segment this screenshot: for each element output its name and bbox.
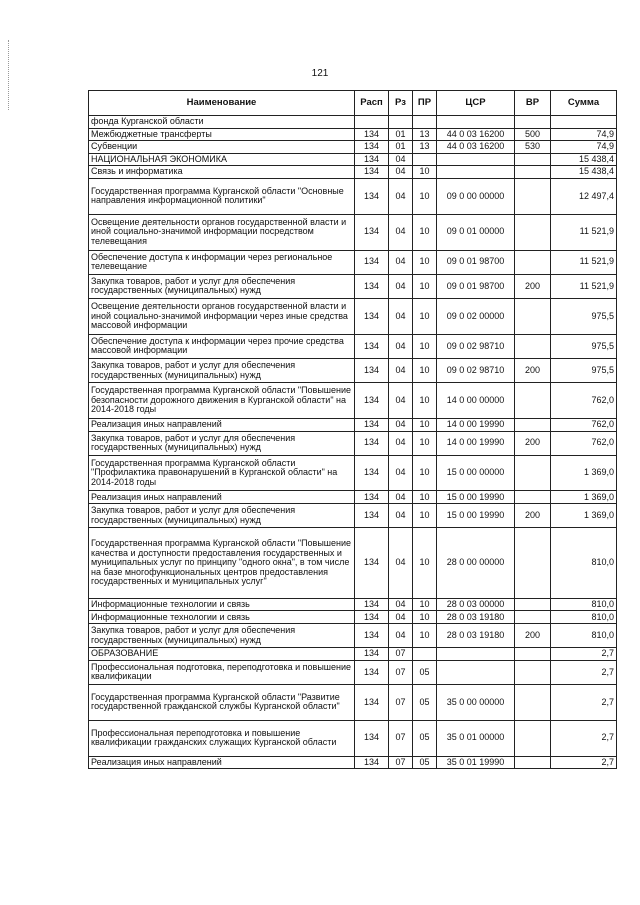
cell-summa: 810,0 <box>551 611 617 624</box>
cell-rz: 04 <box>389 358 413 382</box>
cell-pr: 10 <box>413 178 437 214</box>
cell-csr: 15 0 00 19990 <box>437 491 515 504</box>
table-row <box>89 624 617 648</box>
cell-pr: 05 <box>413 720 437 756</box>
cell-pr: 13 <box>413 141 437 154</box>
cell-summa: 810,0 <box>551 528 617 599</box>
table-row <box>89 116 617 129</box>
cell-vr: 200 <box>515 504 551 528</box>
cell-rz: 01 <box>389 128 413 141</box>
table-row <box>89 250 617 274</box>
cell-summa: 2,7 <box>551 685 617 721</box>
cell-csr <box>437 166 515 179</box>
cell-summa: 2,7 <box>551 648 617 661</box>
cell-vr <box>515 214 551 250</box>
cell-summa: 15 438,4 <box>551 166 617 179</box>
cell-vr <box>515 611 551 624</box>
cell-csr <box>437 660 515 684</box>
table-row <box>89 418 617 431</box>
cell-rasp: 134 <box>355 214 389 250</box>
cell-rasp: 134 <box>355 153 389 166</box>
cell-rz: 04 <box>389 491 413 504</box>
table-row <box>89 491 617 504</box>
cell-csr: 44 0 03 16200 <box>437 128 515 141</box>
cell-vr: 200 <box>515 358 551 382</box>
table-row <box>89 660 617 684</box>
cell-rasp: 134 <box>355 334 389 358</box>
cell-rasp: 134 <box>355 383 389 419</box>
header-vr: ВР <box>515 91 551 116</box>
cell-csr: 09 0 02 98710 <box>437 358 515 382</box>
cell-pr: 10 <box>413 528 437 599</box>
cell-summa: 11 521,9 <box>551 250 617 274</box>
cell-rasp: 134 <box>355 141 389 154</box>
cell-rasp: 134 <box>355 756 389 769</box>
cell-csr: 14 0 00 00000 <box>437 383 515 419</box>
cell-csr: 09 0 01 98700 <box>437 250 515 274</box>
cell-summa: 762,0 <box>551 431 617 455</box>
cell-csr: 14 0 00 19990 <box>437 431 515 455</box>
cell-name: Закупка товаров, работ и услуг для обеспечения государственных (муниципальных) нужд <box>89 358 355 382</box>
cell-rz: 04 <box>389 611 413 624</box>
cell-rasp: 134 <box>355 660 389 684</box>
cell-vr: 200 <box>515 624 551 648</box>
cell-name: Государственная программа Курганской области "Профилактика правонарушений в Курганской области" на 2014-2018 годы <box>89 455 355 491</box>
cell-rasp: 134 <box>355 528 389 599</box>
table-header-row <box>89 91 617 116</box>
cell-name: Связь и информатика <box>89 166 355 179</box>
cell-rasp: 134 <box>355 418 389 431</box>
table-row <box>89 274 617 298</box>
cell-vr <box>515 756 551 769</box>
table-row <box>89 648 617 661</box>
table-row <box>89 166 617 179</box>
table-row <box>89 178 617 214</box>
cell-rz: 04 <box>389 153 413 166</box>
cell-summa: 2,7 <box>551 756 617 769</box>
header-pr: ПР <box>413 91 437 116</box>
cell-name: Реализация иных направлений <box>89 756 355 769</box>
cell-name: Закупка товаров, работ и услуг для обеспечения государственных (муниципальных) нужд <box>89 624 355 648</box>
cell-name: Информационные технологии и связь <box>89 611 355 624</box>
cell-csr: 28 0 00 00000 <box>437 528 515 599</box>
cell-pr: 05 <box>413 660 437 684</box>
table-row <box>89 334 617 358</box>
cell-rasp: 134 <box>355 504 389 528</box>
cell-vr <box>515 491 551 504</box>
cell-name: Межбюджетные трансферты <box>89 128 355 141</box>
cell-name: Государственная программа Курганской области "Повышение качества и доступности предоставления государственных и муниципальных услуг по принципу "одного окна", в том числе на базе многофункциональных центров предоставления государственных и муниципальных услуг" <box>89 528 355 599</box>
cell-csr <box>437 116 515 129</box>
cell-rz: 04 <box>389 431 413 455</box>
cell-vr <box>515 178 551 214</box>
cell-vr <box>515 153 551 166</box>
cell-csr: 28 0 03 19180 <box>437 624 515 648</box>
header-summa: Сумма <box>551 91 617 116</box>
cell-vr <box>515 166 551 179</box>
table-row <box>89 720 617 756</box>
cell-rasp <box>355 116 389 129</box>
cell-summa: 810,0 <box>551 624 617 648</box>
cell-pr: 10 <box>413 504 437 528</box>
cell-name: Государственная программа Курганской области "Развитие государственной гражданской службы Курганской области" <box>89 685 355 721</box>
cell-name: Государственная программа Курганской области "Основные направления информационной политики" <box>89 178 355 214</box>
cell-rasp: 134 <box>355 598 389 611</box>
cell-rasp: 134 <box>355 250 389 274</box>
cell-rasp: 134 <box>355 720 389 756</box>
cell-rz: 04 <box>389 418 413 431</box>
cell-rz: 04 <box>389 166 413 179</box>
cell-name: Реализация иных направлений <box>89 418 355 431</box>
cell-pr: 05 <box>413 756 437 769</box>
cell-vr <box>515 685 551 721</box>
table-row <box>89 528 617 599</box>
cell-summa <box>551 116 617 129</box>
cell-summa: 11 521,9 <box>551 274 617 298</box>
cell-pr: 05 <box>413 685 437 721</box>
cell-vr <box>515 528 551 599</box>
cell-summa: 1 369,0 <box>551 455 617 491</box>
cell-rz: 04 <box>389 274 413 298</box>
cell-rasp: 134 <box>355 274 389 298</box>
cell-name: Реализация иных направлений <box>89 491 355 504</box>
cell-csr: 28 0 03 00000 <box>437 598 515 611</box>
cell-rz: 07 <box>389 660 413 684</box>
cell-rz: 04 <box>389 178 413 214</box>
cell-rz: 04 <box>389 298 413 334</box>
cell-name: Профессиональная переподготовка и повышение квалификации гражданских служащих Курганской области <box>89 720 355 756</box>
cell-name: Обеспечение доступа к информации через региональное телевещание <box>89 250 355 274</box>
cell-name: Закупка товаров, работ и услуг для обеспечения государственных (муниципальных) нужд <box>89 274 355 298</box>
cell-rasp: 134 <box>355 611 389 624</box>
cell-pr: 10 <box>413 298 437 334</box>
cell-rasp: 134 <box>355 685 389 721</box>
cell-csr: 15 0 00 19990 <box>437 504 515 528</box>
table-row <box>89 153 617 166</box>
cell-summa: 11 521,9 <box>551 214 617 250</box>
cell-rasp: 134 <box>355 624 389 648</box>
cell-rz: 07 <box>389 648 413 661</box>
cell-rz: 04 <box>389 624 413 648</box>
cell-pr: 10 <box>413 358 437 382</box>
cell-name: Информационные технологии и связь <box>89 598 355 611</box>
cell-name: Государственная программа Курганской области "Повышение безопасности дорожного движения в Курганской области" на 2014-2018 годы <box>89 383 355 419</box>
cell-rasp: 134 <box>355 128 389 141</box>
cell-csr <box>437 648 515 661</box>
cell-vr <box>515 455 551 491</box>
cell-pr: 10 <box>413 418 437 431</box>
table-row <box>89 598 617 611</box>
cell-rz: 07 <box>389 756 413 769</box>
cell-summa: 975,5 <box>551 358 617 382</box>
cell-name: Субвенции <box>89 141 355 154</box>
cell-vr <box>515 250 551 274</box>
cell-rasp: 134 <box>355 358 389 382</box>
cell-summa: 1 369,0 <box>551 504 617 528</box>
cell-csr: 09 0 00 00000 <box>437 178 515 214</box>
table-row <box>89 685 617 721</box>
cell-summa: 2,7 <box>551 660 617 684</box>
cell-vr <box>515 720 551 756</box>
cell-pr: 13 <box>413 128 437 141</box>
cell-rasp: 134 <box>355 491 389 504</box>
cell-csr: 28 0 03 19180 <box>437 611 515 624</box>
cell-rasp: 134 <box>355 298 389 334</box>
cell-rz <box>389 116 413 129</box>
cell-vr <box>515 116 551 129</box>
cell-pr: 10 <box>413 455 437 491</box>
cell-vr <box>515 660 551 684</box>
header-name: Наименование <box>89 91 355 116</box>
cell-vr: 500 <box>515 128 551 141</box>
cell-name: Освещение деятельности органов государственной власти и иной социально-значимой информации посредством телевещания <box>89 214 355 250</box>
cell-summa: 74,9 <box>551 128 617 141</box>
cell-summa: 975,5 <box>551 298 617 334</box>
cell-vr: 200 <box>515 431 551 455</box>
cell-csr: 15 0 00 00000 <box>437 455 515 491</box>
cell-pr: 10 <box>413 274 437 298</box>
cell-rz: 04 <box>389 250 413 274</box>
table-row <box>89 298 617 334</box>
cell-name: НАЦИОНАЛЬНАЯ ЭКОНОМИКА <box>89 153 355 166</box>
header-rz: Рз <box>389 91 413 116</box>
cell-pr: 10 <box>413 431 437 455</box>
page-number: 121 <box>311 68 329 79</box>
cell-vr: 200 <box>515 274 551 298</box>
cell-pr: 10 <box>413 214 437 250</box>
cell-summa: 1 369,0 <box>551 491 617 504</box>
cell-rz: 04 <box>389 528 413 599</box>
budget-table <box>88 90 617 769</box>
cell-pr: 10 <box>413 250 437 274</box>
cell-summa: 762,0 <box>551 383 617 419</box>
cell-csr: 09 0 01 98700 <box>437 274 515 298</box>
cell-pr: 10 <box>413 334 437 358</box>
header-csr: ЦСР <box>437 91 515 116</box>
cell-csr: 14 0 00 19990 <box>437 418 515 431</box>
cell-summa: 2,7 <box>551 720 617 756</box>
cell-rz: 07 <box>389 685 413 721</box>
cell-pr <box>413 648 437 661</box>
cell-vr <box>515 598 551 611</box>
cell-csr: 09 0 01 00000 <box>437 214 515 250</box>
cell-pr: 10 <box>413 166 437 179</box>
cell-pr: 10 <box>413 491 437 504</box>
cell-rz: 04 <box>389 455 413 491</box>
cell-name: Закупка товаров, работ и услуг для обеспечения государственных (муниципальных) нужд <box>89 431 355 455</box>
table-row <box>89 128 617 141</box>
table-row <box>89 431 617 455</box>
cell-vr <box>515 334 551 358</box>
header-rasp: Расп <box>355 91 389 116</box>
cell-summa: 762,0 <box>551 418 617 431</box>
cell-name: Закупка товаров, работ и услуг для обеспечения государственных (муниципальных) нужд <box>89 504 355 528</box>
cell-csr: 44 0 03 16200 <box>437 141 515 154</box>
cell-csr: 09 0 02 98710 <box>437 334 515 358</box>
cell-summa: 12 497,4 <box>551 178 617 214</box>
table-row <box>89 611 617 624</box>
cell-vr <box>515 418 551 431</box>
cell-name: ОБРАЗОВАНИЕ <box>89 648 355 661</box>
cell-rz: 07 <box>389 720 413 756</box>
table-row <box>89 504 617 528</box>
cell-vr <box>515 383 551 419</box>
cell-vr: 530 <box>515 141 551 154</box>
cell-summa: 975,5 <box>551 334 617 358</box>
cell-csr: 35 0 01 19990 <box>437 756 515 769</box>
cell-csr: 09 0 02 00000 <box>437 298 515 334</box>
cell-name: фонда Курганской области <box>89 116 355 129</box>
cell-rasp: 134 <box>355 178 389 214</box>
cell-csr: 35 0 01 00000 <box>437 720 515 756</box>
cell-csr: 35 0 00 00000 <box>437 685 515 721</box>
cell-rz: 04 <box>389 504 413 528</box>
cell-pr <box>413 116 437 129</box>
cell-summa: 74,9 <box>551 141 617 154</box>
cell-summa: 15 438,4 <box>551 153 617 166</box>
cell-rz: 04 <box>389 383 413 419</box>
table-row <box>89 756 617 769</box>
cell-rasp: 134 <box>355 431 389 455</box>
cell-vr <box>515 648 551 661</box>
cell-pr: 10 <box>413 624 437 648</box>
cell-name: Освещение деятельности органов государственной власти и иной социально-значимой информации через иные средства массовой информации <box>89 298 355 334</box>
cell-rasp: 134 <box>355 455 389 491</box>
cell-csr <box>437 153 515 166</box>
cell-summa: 810,0 <box>551 598 617 611</box>
table-row <box>89 383 617 419</box>
cell-rz: 01 <box>389 141 413 154</box>
cell-name: Профессиональная подготовка, переподготовка и повышение квалификации <box>89 660 355 684</box>
cell-rasp: 134 <box>355 648 389 661</box>
cell-pr: 10 <box>413 598 437 611</box>
cell-rz: 04 <box>389 214 413 250</box>
table-row <box>89 358 617 382</box>
table-row <box>89 141 617 154</box>
table-row <box>89 214 617 250</box>
cell-pr: 10 <box>413 611 437 624</box>
table-row <box>89 455 617 491</box>
cell-pr <box>413 153 437 166</box>
cell-pr: 10 <box>413 383 437 419</box>
cell-vr <box>515 298 551 334</box>
cell-name: Обеспечение доступа к информации через прочие средства массовой информации <box>89 334 355 358</box>
cell-rz: 04 <box>389 334 413 358</box>
cell-rz: 04 <box>389 598 413 611</box>
cell-rasp: 134 <box>355 166 389 179</box>
table-body <box>89 116 617 769</box>
